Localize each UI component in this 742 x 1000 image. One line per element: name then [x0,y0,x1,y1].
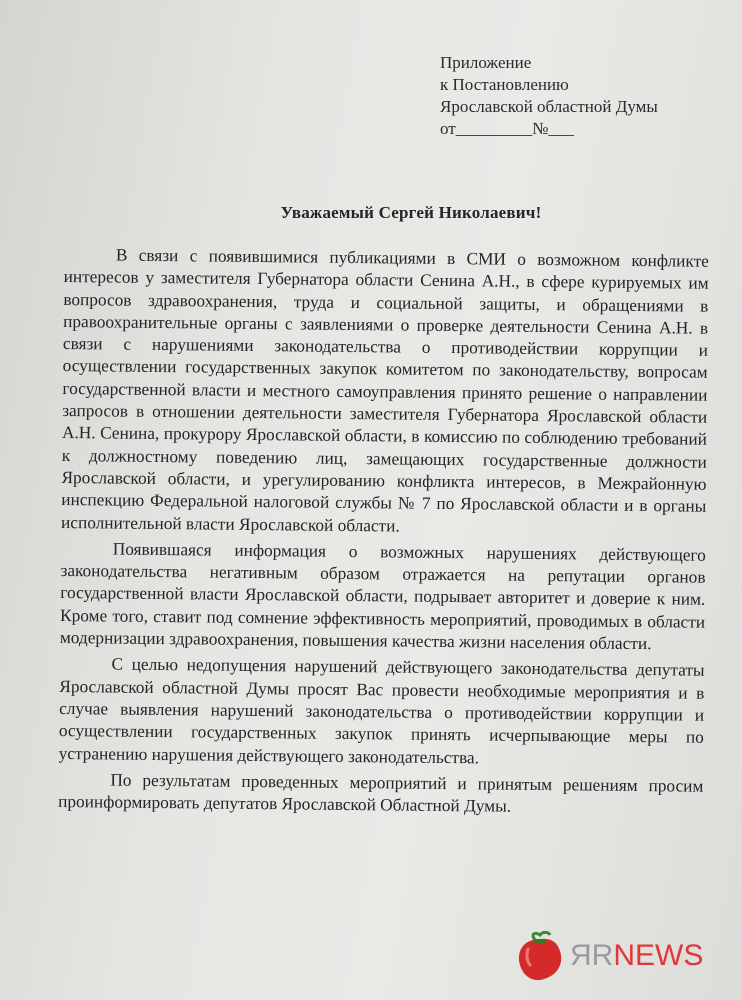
watermark-logo [514,928,724,984]
body-paragraph-3: С целью недопущения нарушений действующего законодательства депутаты Ярославской областной Думы просят Вас провести необходимые мероприятия и в случае выявления нарушений законодательства о противодействии коррупции и осуществлении государственных закупок принять исчерпывающие меры по устранению нарушения действующего законодательства. [58,654,705,767]
watermark-text-part1: ЯR [570,939,614,972]
watermark-text-part2: NEWS [613,939,704,972]
body-paragraph-1: В связи с появившимися публикациями в СМИ о возможном конфликте интересов у заместителя Губернатора области Сенина А.Н., в сфере курируемых им вопросов здравоохранения, труда и социальной защиты, и обращениями в правоохранительные органы с заявлениями о проверке деятельности Сенина А.Н. в связи с нарушениями законодательства о противодействии коррупции и осуществлении государственных закупок комитетом по законодательству, вопросам государственной власти и местного самоуправления принято решение о направлении запросов в отношении деятельности заместителя Губернатора Ярославской области А.Н. Сенина, прокурору Ярославской области, в комиссию по соблюдению требований к должностному поведению лиц, замещающих государственные должности Ярославской области, и урегулированию конфликта интересов, в Межрайонную инспекцию Федеральной налоговой службы № 7 по Ярославской области и в органы исполнительной власти Ярославской области. [60,245,709,536]
body-paragraph-2: Появившаяся информация о возможных нарушениях действующего законодательства негативным образом отражается на репутации органов государственной власти Ярославской области, подрывает авторитет и доверие к ним. Кроме того, ставит под сомнение эффективность мероприятий, проводимых в области модернизации здравоохранения, повышения качества жизни населения области. [59,539,706,654]
annex-line-1: Приложение [440,53,532,72]
annex-line-4: от_________№___ [440,119,574,138]
annex-block [440,52,658,140]
salutation-heading: Уважаемый Сергей Николаевич! [280,203,542,222]
annex-line-2: к Постановлению [440,75,569,94]
pepper-icon [514,929,566,983]
letter-body [58,244,709,820]
annex-line-3: Ярославской областной Думы [440,97,658,116]
watermark-text [570,941,703,971]
body-paragraph-4: По результатам проведенных мероприятий и принятым решениям просим проинформировать депутатов Ярославской Областной Думы. [58,770,704,816]
